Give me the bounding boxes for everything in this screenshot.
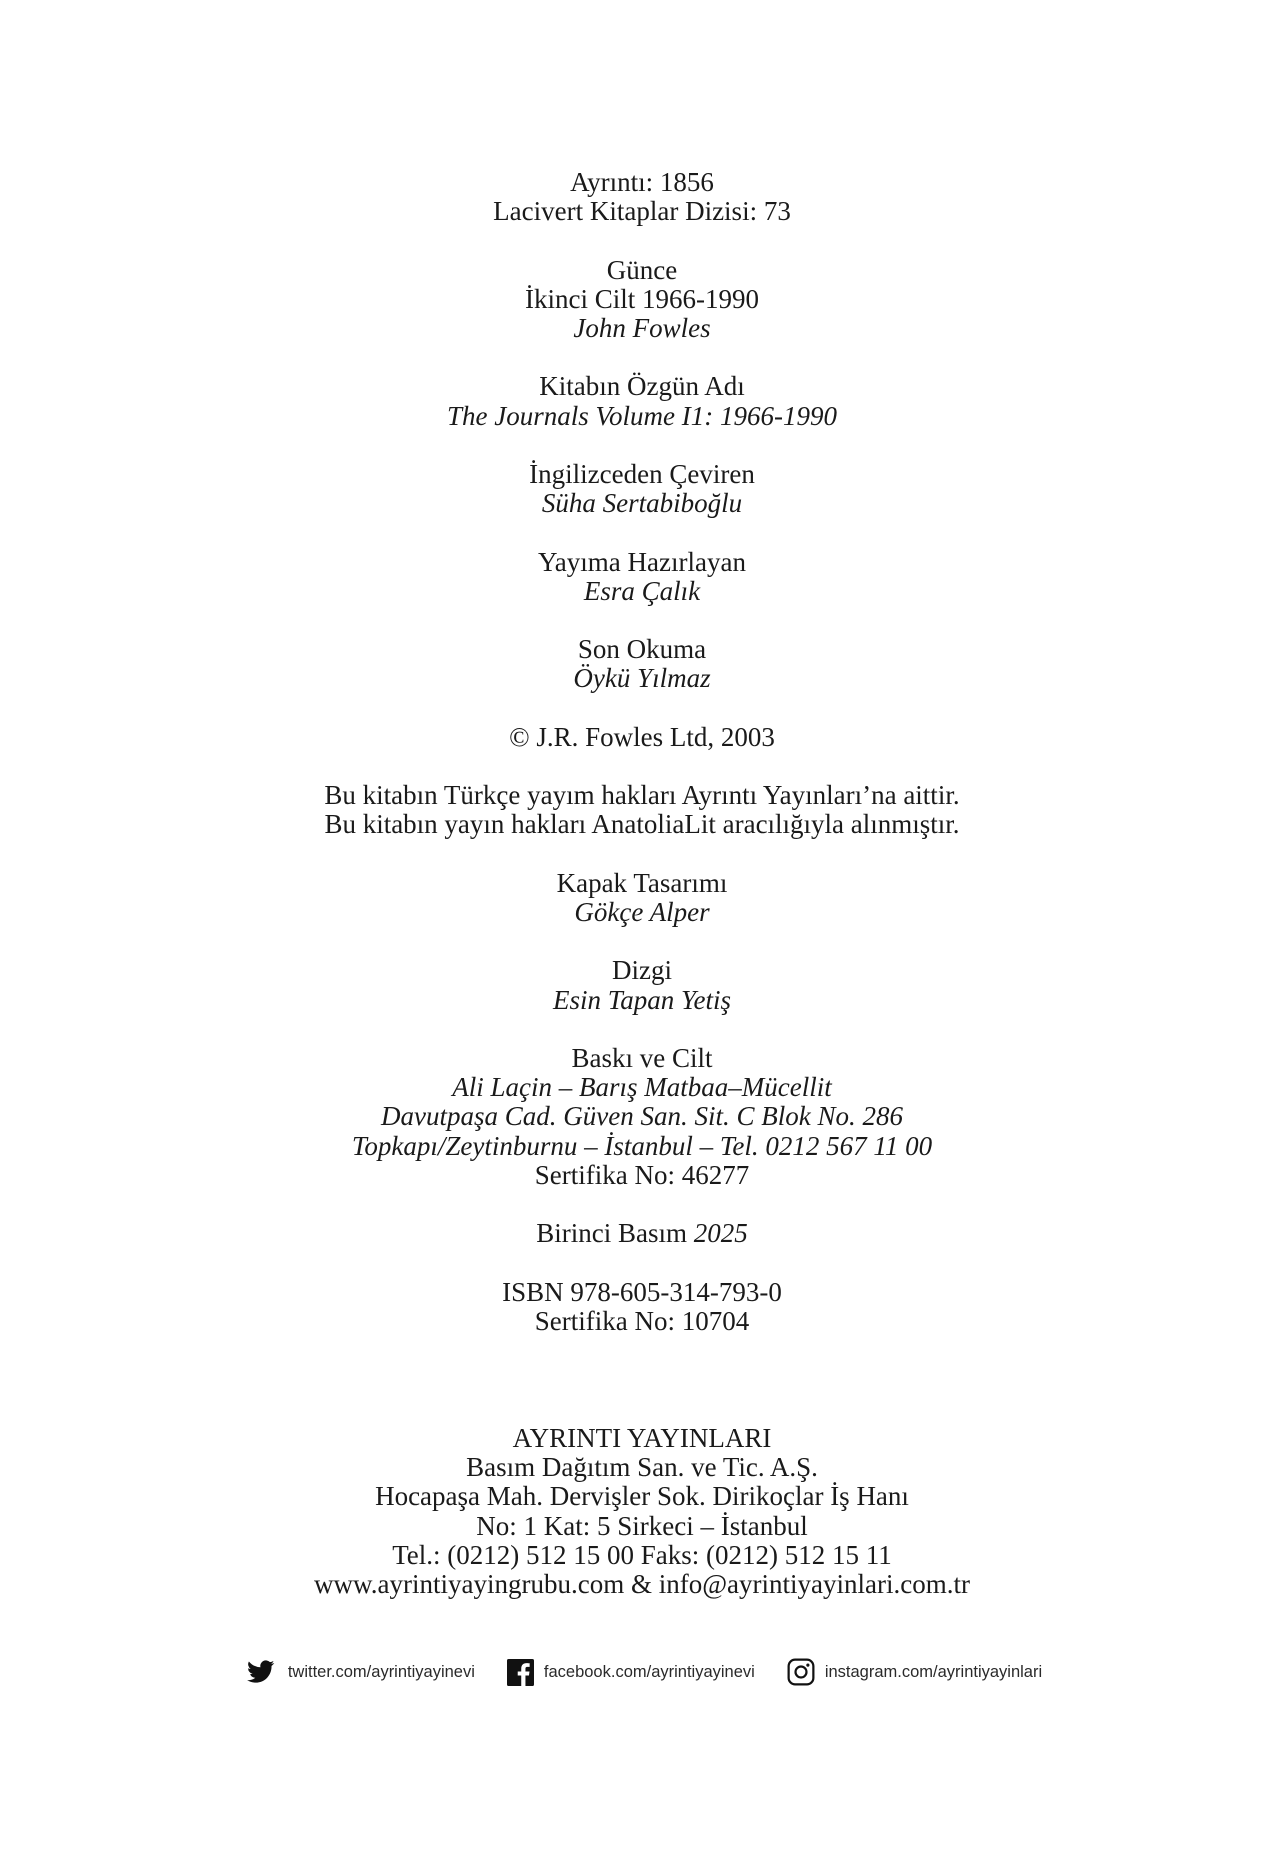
- text-span: No: 1 Kat: 5 Sirkeci – İstanbul: [476, 1510, 808, 1541]
- colophon-line: [0, 898, 1284, 927]
- social-links: [0, 1657, 1284, 1687]
- proofreader: [0, 635, 1284, 693]
- publisher-line: [0, 1482, 1284, 1511]
- text-span: Yayıma Hazırlayan: [538, 546, 746, 577]
- text-span: Öykü Yılmaz: [573, 663, 711, 694]
- text-span: Sertifika No: 10704: [534, 1305, 750, 1336]
- typesetting: [0, 956, 1284, 1014]
- text-span: Son Okuma: [577, 634, 707, 665]
- text-span: İngilizceden Çeviren: [529, 458, 755, 489]
- text-span: Ayrıntı: 1856: [570, 167, 714, 197]
- text-span: AYRINTI YAYINLARI: [512, 1422, 772, 1453]
- text-span: John Fowles: [573, 313, 711, 343]
- social-url: facebook.com/ayrintiyayinevi: [543, 1662, 755, 1681]
- text-span: Gökçe Alper: [574, 896, 710, 927]
- social-item-twitter: [242, 1657, 475, 1687]
- text-span: The Journals Volume I1: 1966-1990: [447, 400, 837, 431]
- publisher-line: [0, 1453, 1284, 1482]
- text-span: Esra Çalık: [583, 575, 701, 606]
- publisher-line: [0, 1570, 1284, 1599]
- translator: [0, 460, 1284, 518]
- colophon-line: [0, 1073, 1284, 1102]
- colophon: [0, 168, 1284, 1336]
- social-item-instagram: [787, 1658, 1042, 1686]
- text-span: Davutpaşa Cad. Güven San. Sit. C Blok No. 286: [381, 1101, 903, 1132]
- instagram-icon: [787, 1658, 815, 1686]
- colophon-line: [0, 460, 1284, 489]
- colophon-line: [0, 1132, 1284, 1161]
- title-author: [0, 256, 1284, 344]
- publisher-line: [0, 1541, 1284, 1570]
- colophon-line: [0, 548, 1284, 577]
- colophon-line: [0, 986, 1284, 1015]
- colophon-line: [0, 256, 1284, 285]
- text-span: Süha Sertabiboğlu: [541, 488, 743, 519]
- colophon-line: [0, 810, 1284, 839]
- colophon-line: [0, 489, 1284, 518]
- text-span: Esin Tapan Yetiş: [552, 984, 732, 1015]
- text-span: www.ayrintiyayingrubu.com & info@ayrintiyayinlari.com.tr: [314, 1568, 970, 1599]
- social-item-facebook: [507, 1659, 755, 1686]
- colophon-line: [0, 197, 1284, 226]
- colophon-line: [0, 956, 1284, 985]
- facebook-icon: [507, 1659, 534, 1686]
- text-span: Sertifika No: 46277: [534, 1159, 750, 1190]
- text-span: Günce: [606, 254, 678, 285]
- colophon-line: [0, 1161, 1284, 1190]
- social-url: instagram.com/ayrintiyayinlari: [824, 1662, 1043, 1681]
- printing: [0, 1044, 1284, 1190]
- text-span: Ali Laçin – Barış Matbaa–Mücellit: [452, 1072, 832, 1103]
- colophon-line: [0, 402, 1284, 431]
- text-span: Kapak Tasarımı: [556, 867, 728, 898]
- colophon-line: [0, 1278, 1284, 1307]
- text-span: ISBN 978-605-314-793-0: [502, 1276, 782, 1307]
- colophon-line: [0, 781, 1284, 810]
- colophon-line: [0, 168, 1284, 197]
- text-span: Bu kitabın Türkçe yayım hakları Ayrıntı Yayınları’na aittir.: [324, 780, 960, 811]
- text-span: İkinci Cilt 1966-1990: [525, 283, 759, 314]
- colophon-line: [0, 1219, 1284, 1248]
- series-info: [0, 168, 1284, 226]
- text-span: Hocapaşa Mah. Dervişler Sok. Dirikoçlar İş Hanı: [375, 1481, 909, 1512]
- colophon-line: [0, 314, 1284, 343]
- colophon-line: [0, 372, 1284, 401]
- text-span: Tel.: (0212) 512 15 00 Faks: (0212) 512 15 11: [392, 1539, 892, 1570]
- colophon-line: [0, 869, 1284, 898]
- text-span: Dizgi: [612, 955, 672, 986]
- text-span: Birinci Basım: [536, 1218, 694, 1249]
- editor: [0, 548, 1284, 606]
- publisher-info: [0, 1424, 1284, 1599]
- text-span: Basım Dağıtım San. ve Tic. A.Ş.: [466, 1452, 818, 1483]
- text-span: © J.R. Fowles Ltd, 2003: [509, 721, 775, 752]
- colophon-line: [0, 1307, 1284, 1336]
- colophon-line: [0, 635, 1284, 664]
- colophon-line: [0, 664, 1284, 693]
- publisher-line: [0, 1424, 1284, 1453]
- text-span: Baskı ve Cilt: [571, 1042, 713, 1073]
- text-span: Lacivert Kitaplar Dizisi: 73: [493, 196, 791, 227]
- text-span: Bu kitabın yayın hakları AnatoliaLit aracılığıyla alınmıştır.: [324, 809, 960, 840]
- colophon-line: [0, 285, 1284, 314]
- cover-design: [0, 869, 1284, 927]
- rights-notice: [0, 781, 1284, 839]
- text-span: Kitabın Özgün Adı: [539, 371, 745, 402]
- social-url: twitter.com/ayrintiyayinevi: [287, 1662, 475, 1681]
- colophon-line: [0, 1102, 1284, 1131]
- first-edition: [0, 1219, 1284, 1248]
- original-title: [0, 372, 1284, 430]
- colophon-line: [0, 577, 1284, 606]
- colophon-line: [0, 1044, 1284, 1073]
- copyright: [0, 723, 1284, 752]
- text-span: 2025: [693, 1218, 748, 1249]
- twitter-icon: [242, 1657, 278, 1687]
- colophon-line: [0, 723, 1284, 752]
- text-span: Topkapı/Zeytinburnu – İstanbul – Tel. 0212 567 11 00: [351, 1130, 933, 1161]
- publisher-line: [0, 1512, 1284, 1541]
- isbn: [0, 1278, 1284, 1336]
